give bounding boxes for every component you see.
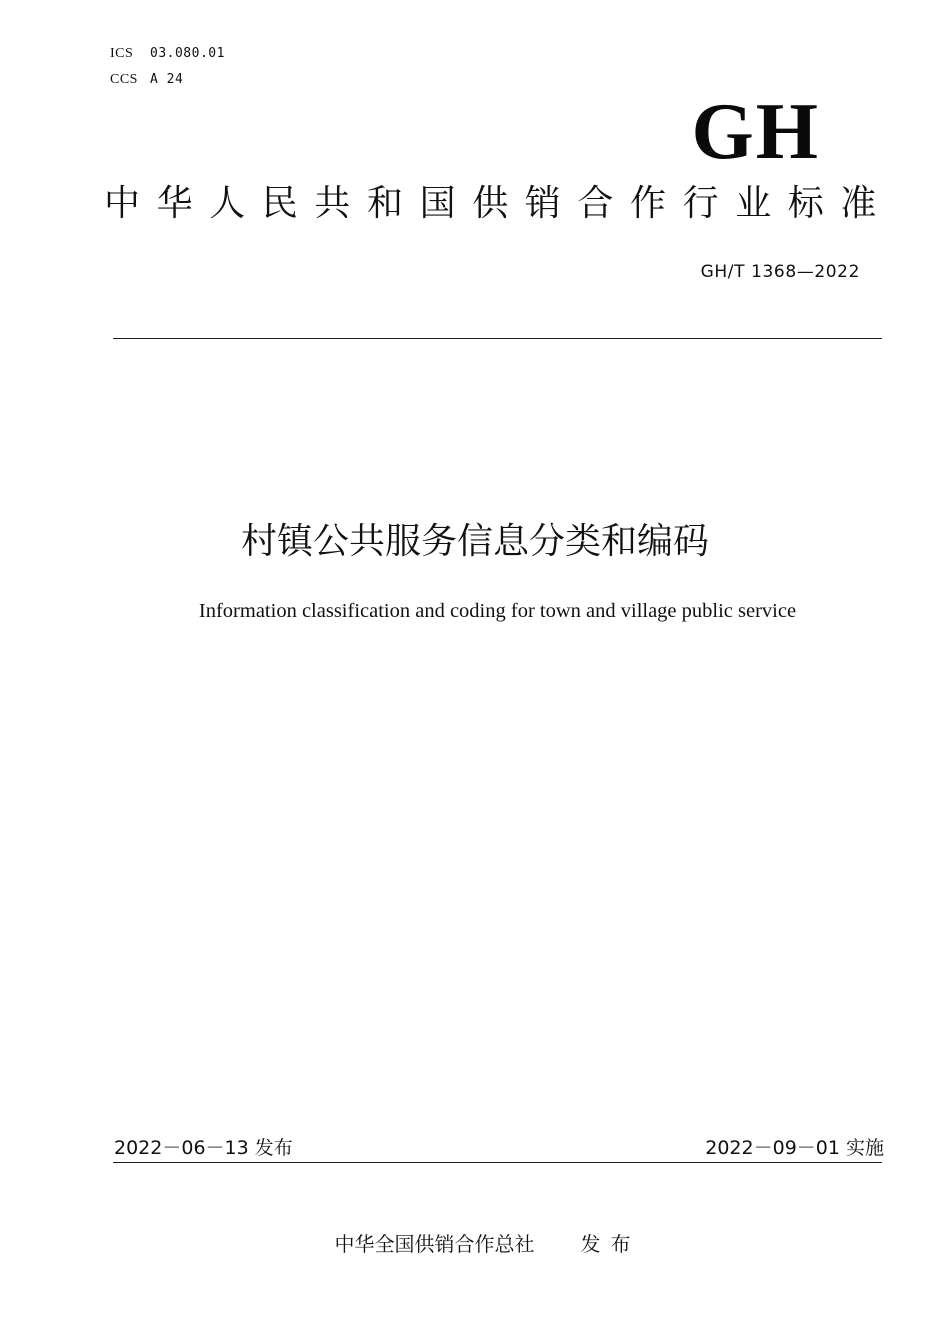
ccs-code <box>110 72 183 88</box>
publisher-line <box>0 1228 950 1257</box>
implementation-date: 2022－09－01 实施 <box>705 1137 884 1159</box>
gh-logo: GH <box>691 88 820 176</box>
ics-value: 03.080.01 <box>150 46 225 61</box>
document-title-english: Information classification and coding for town and village public service <box>198 600 797 622</box>
ccs-label: CCS <box>110 72 138 87</box>
footer-divider <box>113 1162 882 1163</box>
ccs-value: A 24 <box>150 72 184 87</box>
publisher-action: 发布 <box>580 1232 641 1256</box>
publisher-name: 中华全国供销合作总社 <box>334 1232 535 1256</box>
standard-number: GH/T 1368—2022 <box>700 262 860 282</box>
ics-code <box>110 46 225 62</box>
document-title-chinese: 村镇公共服务信息分类和编码 <box>240 521 709 562</box>
header-divider <box>113 338 882 339</box>
ics-label: ICS <box>110 46 134 61</box>
standard-category-title: 中华人民共和国供销合作行业标准 <box>104 183 894 224</box>
publish-date: 2022－06－13 发布 <box>114 1137 293 1159</box>
